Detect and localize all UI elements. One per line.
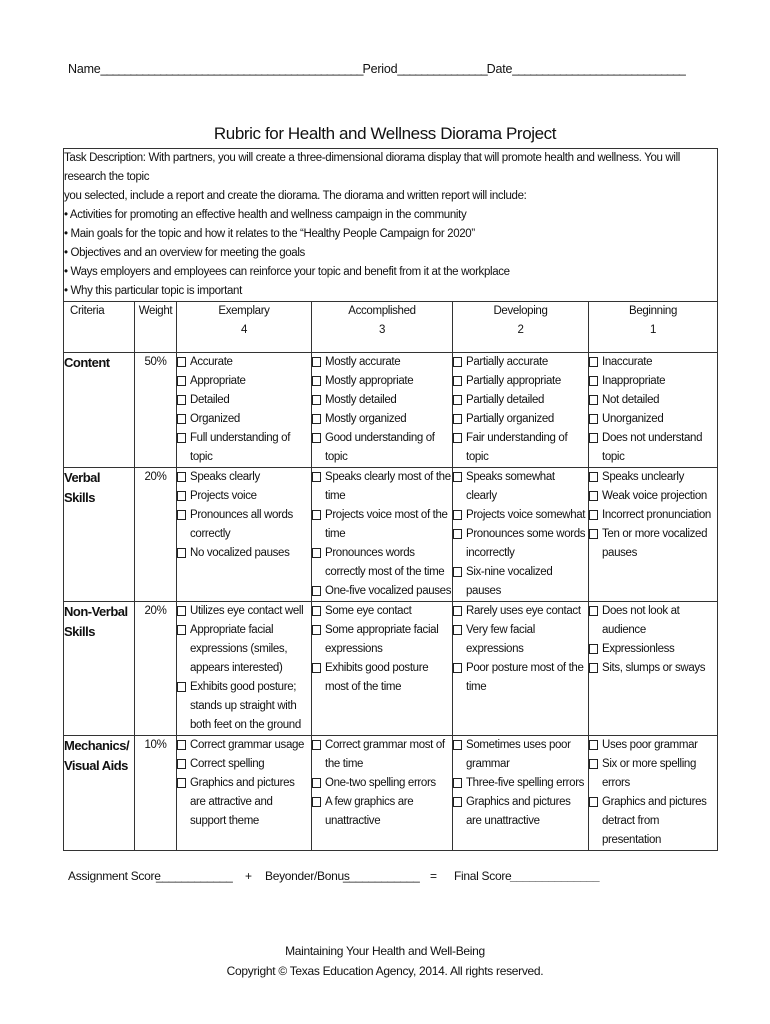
rubric-cell-accomplished — [312, 736, 453, 851]
date-blank: _____________________________ — [512, 62, 685, 76]
checkbox-item: Unorganized — [589, 410, 717, 429]
checkbox-item: Some eye contact — [312, 602, 452, 621]
checklist — [589, 353, 717, 467]
weight-cell: 20% — [135, 602, 177, 736]
checkbox-item: Speaks clearly most of the time — [312, 468, 452, 506]
checkbox-item: Partially detailed — [453, 391, 588, 410]
level-name: Accomplished — [348, 305, 416, 317]
level-name: Developing — [493, 305, 548, 317]
checkbox-item: Partially accurate — [453, 353, 588, 372]
checkbox-item: Graphics and pictures are attractive and support theme — [177, 774, 311, 831]
checkbox-item: Six-nine vocalized pauses — [453, 563, 588, 601]
rubric-cell-developing — [453, 602, 589, 736]
level-header-accomplished — [312, 302, 453, 353]
rubric-row — [64, 468, 718, 602]
level-name: Exemplary — [218, 305, 270, 317]
checkbox-item: Projects voice — [177, 487, 311, 506]
criteria-label: Non-Verbal — [64, 604, 128, 619]
checkbox-item: Rarely uses eye contact — [453, 602, 588, 621]
criteria-cell — [64, 353, 135, 468]
rubric-cell-exemplary — [177, 353, 312, 468]
checkbox-item: Mostly accurate — [312, 353, 452, 372]
checkbox-item: Mostly appropriate — [312, 372, 452, 391]
task-description-row — [64, 149, 718, 302]
checkbox-item: No vocalized pauses — [177, 544, 311, 563]
checkbox-item: Appropriate — [177, 372, 311, 391]
final-score-label: Final Score — [454, 869, 512, 883]
checkbox-item: Exhibits good posture most of the time — [312, 659, 452, 697]
checklist — [177, 468, 311, 563]
rubric-cell-developing — [453, 468, 589, 602]
checkbox-item: Not detailed — [589, 391, 717, 410]
rubric-table — [63, 148, 718, 851]
weight-header: Weight — [135, 302, 177, 353]
task-bullet: • Activities for promoting an effective health and wellness campaign in the community — [64, 209, 467, 221]
checkbox-item: Sits, slumps or sways — [589, 659, 717, 678]
rubric-row — [64, 736, 718, 851]
checkbox-item: Projects voice somewhat — [453, 506, 588, 525]
rubric-cell-beginning — [589, 353, 718, 468]
criteria-label: Skills — [64, 624, 95, 639]
checklist — [312, 353, 452, 467]
checkbox-item: Correct grammar most of the time — [312, 736, 452, 774]
footer-copyright: Copyright © Texas Education Agency, 2014. All rights reserved. — [226, 964, 544, 978]
checklist — [589, 602, 717, 678]
checkbox-item: Graphics and pictures detract from presentation — [589, 793, 717, 850]
level-score: 2 — [517, 324, 524, 336]
checkbox-item: Speaks somewhat clearly — [453, 468, 588, 506]
checkbox-item: Does not understand topic — [589, 429, 717, 467]
rubric-cell-accomplished — [312, 602, 453, 736]
checkbox-item: Incorrect pronunciation — [589, 506, 717, 525]
checkbox-item: One-five vocalized pauses — [312, 582, 452, 601]
checkbox-item: Sometimes uses poor grammar — [453, 736, 588, 774]
checklist — [177, 736, 311, 831]
plus-sign: + — [245, 869, 252, 883]
checkbox-item: Some appropriate facial expressions — [312, 621, 452, 659]
checkbox-item: Full understanding of topic — [177, 429, 311, 467]
level-header-developing — [453, 302, 589, 353]
checklist — [453, 602, 588, 697]
checkbox-item: Projects voice most of the time — [312, 506, 452, 544]
assignment-score-label: Assignment Score — [68, 869, 161, 883]
checklist — [589, 468, 717, 563]
checkbox-item: Partially appropriate — [453, 372, 588, 391]
weight-cell: 20% — [135, 468, 177, 602]
level-header-exemplary — [177, 302, 312, 353]
rubric-cell-beginning — [589, 736, 718, 851]
checkbox-item: Does not look at audience — [589, 602, 717, 640]
rubric-row — [64, 602, 718, 736]
rubric-row — [64, 353, 718, 468]
checkbox-item: Expressionless — [589, 640, 717, 659]
date-label: Date — [486, 62, 513, 76]
criteria-label: Mechanics/ — [64, 738, 130, 753]
task-text-line: you selected, include a report and create the diorama. The diorama and written report will include: — [64, 190, 527, 202]
bonus-blank: ____________ — [343, 869, 420, 883]
name-blank: ____________________________________________ — [100, 62, 363, 76]
checkbox-item: Correct grammar usage — [177, 736, 311, 755]
weight-cell: 50% — [135, 353, 177, 468]
checkbox-item: Organized — [177, 410, 311, 429]
criteria-header: Criteria — [64, 302, 135, 353]
criteria-label: Visual Aids — [64, 758, 128, 773]
criteria-label: Skills — [64, 490, 95, 505]
checkbox-item: Fair understanding of topic — [453, 429, 588, 467]
bonus-label: Beyonder/Bonus — [265, 869, 350, 883]
checkbox-item: Accurate — [177, 353, 311, 372]
checkbox-item: Partially organized — [453, 410, 588, 429]
checklist — [453, 736, 588, 831]
checkbox-item: Very few facial expressions — [453, 621, 588, 659]
rubric-cell-exemplary — [177, 736, 312, 851]
level-score: 4 — [240, 324, 248, 336]
level-name: Beginning — [629, 305, 678, 317]
name-label: Name — [68, 62, 101, 76]
criteria-label: Verbal — [64, 470, 101, 485]
checklist — [312, 736, 452, 831]
page-title: Rubric for Health and Wellness Diorama Project — [213, 124, 557, 143]
checkbox-item: Weak voice projection — [589, 487, 717, 506]
assignment-score-blank: ____________ — [156, 869, 233, 883]
weight-cell: 10% — [135, 736, 177, 851]
checkbox-item: Detailed — [177, 391, 311, 410]
rubric-cell-exemplary — [177, 468, 312, 602]
checkbox-item: Utilizes eye contact well — [177, 602, 311, 621]
checklist — [453, 468, 588, 601]
task-description — [64, 149, 718, 302]
student-info-line — [68, 62, 685, 76]
checkbox-item: Pronounces some words incorrectly — [453, 525, 588, 563]
criteria-cell — [64, 602, 135, 736]
checkbox-item: Poor posture most of the time — [453, 659, 588, 697]
checkbox-item: A few graphics are unattractive — [312, 793, 452, 831]
checkbox-item: Mostly detailed — [312, 391, 452, 410]
rubric-cell-beginning — [589, 602, 718, 736]
checklist — [312, 602, 452, 697]
level-header-beginning — [589, 302, 718, 353]
task-bullet: • Ways employers and employees can reinforce your topic and benefit from it at the workplace — [64, 266, 510, 278]
checklist — [177, 353, 311, 467]
rubric-cell-developing — [453, 736, 589, 851]
footer-title: Maintaining Your Health and Well-Being — [285, 944, 485, 958]
checkbox-item: Ten or more vocalized pauses — [589, 525, 717, 563]
criteria-cell — [64, 736, 135, 851]
level-score: 3 — [378, 324, 386, 336]
checkbox-item: One-two spelling errors — [312, 774, 452, 793]
criteria-label: Content — [64, 355, 110, 370]
checklist — [453, 353, 588, 467]
task-text-line: Task Description: With partners, you will create a three-dimensional diorama display that will promote health and wellness. You will research the topic — [64, 152, 681, 183]
checklist — [177, 602, 311, 735]
checkbox-item: Inaccurate — [589, 353, 717, 372]
checkbox-item: Correct spelling — [177, 755, 311, 774]
period-label: Period — [362, 62, 398, 76]
period-blank: _______________ — [397, 62, 487, 76]
checkbox-item: Inappropriate — [589, 372, 717, 391]
checkbox-item: Three-five spelling errors — [453, 774, 588, 793]
level-score: 1 — [650, 324, 657, 336]
checkbox-item: Pronounces all words correctly — [177, 506, 311, 544]
rubric-cell-accomplished — [312, 353, 453, 468]
checkbox-item: Speaks unclearly — [589, 468, 717, 487]
checkbox-item: Mostly organized — [312, 410, 452, 429]
rubric-cell-accomplished — [312, 468, 453, 602]
checkbox-item: Six or more spelling errors — [589, 755, 717, 793]
checkbox-item: Speaks clearly — [177, 468, 311, 487]
rubric-cell-developing — [453, 353, 589, 468]
checklist — [312, 468, 452, 601]
equals-sign: = — [430, 869, 437, 883]
checkbox-item: Good understanding of topic — [312, 429, 452, 467]
task-bullet: • Objectives and an overview for meeting the goals — [64, 247, 305, 259]
task-bullet: • Why this particular topic is important — [64, 285, 242, 297]
checkbox-item: Pronounces words correctly most of the time — [312, 544, 452, 582]
task-bullet: • Main goals for the topic and how it relates to the “Healthy People Campaign for 2020” — [64, 228, 475, 240]
checklist — [589, 736, 717, 850]
checkbox-item: Uses poor grammar — [589, 736, 717, 755]
checkbox-item: Graphics and pictures are unattractive — [453, 793, 588, 831]
checkbox-item: Appropriate facial expressions (smiles, appears interested) — [177, 621, 311, 678]
final-score-blank: ______________ — [510, 869, 600, 883]
checkbox-item: Exhibits good posture; stands up straight with both feet on the ground — [177, 678, 311, 735]
header-row — [64, 302, 718, 353]
criteria-cell — [64, 468, 135, 602]
rubric-cell-exemplary — [177, 602, 312, 736]
rubric-cell-beginning — [589, 468, 718, 602]
